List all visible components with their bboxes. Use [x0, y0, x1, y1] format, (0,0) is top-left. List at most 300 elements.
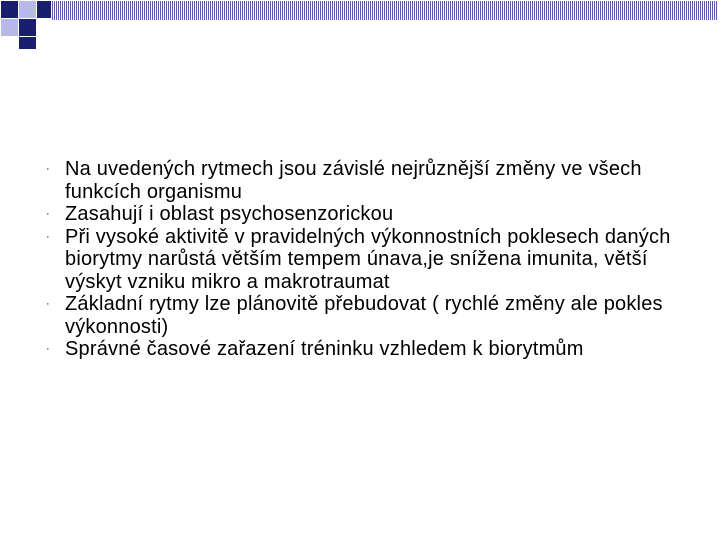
rule-stripe	[302, 1, 303, 20]
rule-stripe	[594, 1, 595, 20]
rule-stripe	[340, 1, 341, 20]
bullet-icon: ·	[46, 343, 50, 355]
rule-stripe	[426, 1, 427, 20]
rule-stripe	[162, 1, 163, 20]
rule-stripe	[346, 1, 347, 20]
rule-stripe	[96, 1, 97, 20]
rule-stripe	[156, 1, 157, 20]
rule-stripe	[518, 1, 519, 20]
rule-stripe	[166, 1, 167, 20]
rule-stripe	[362, 1, 363, 20]
rule-stripe	[522, 1, 523, 20]
rule-stripe	[656, 1, 657, 20]
rule-stripe	[254, 1, 255, 20]
rule-stripe	[456, 1, 457, 20]
rule-stripe	[280, 1, 281, 20]
rule-stripe	[684, 1, 685, 20]
rule-stripe	[202, 1, 203, 20]
rule-stripe	[618, 1, 619, 20]
rule-stripe	[150, 1, 151, 20]
rule-stripe	[566, 1, 567, 20]
rule-stripe	[282, 1, 283, 20]
corner-square	[1, 19, 18, 36]
rule-stripe	[100, 1, 101, 20]
rule-stripe	[482, 1, 483, 20]
rule-stripe	[144, 1, 145, 20]
rule-stripe	[370, 1, 371, 20]
rule-stripe	[476, 1, 477, 20]
rule-stripe	[332, 1, 333, 20]
rule-stripe	[180, 1, 181, 20]
rule-stripe	[564, 1, 565, 20]
rule-stripe	[72, 1, 73, 20]
rule-stripe	[148, 1, 149, 20]
rule-stripe	[712, 1, 713, 20]
rule-stripe	[434, 1, 435, 20]
top-decorative-rule	[52, 1, 720, 20]
rule-stripe	[372, 1, 373, 20]
rule-stripe	[580, 1, 581, 20]
rule-stripe	[636, 1, 637, 20]
rule-stripe	[138, 1, 139, 20]
rule-stripe	[708, 1, 709, 20]
list-item	[46, 226, 696, 294]
rule-stripe	[406, 1, 407, 20]
rule-stripe	[534, 1, 535, 20]
rule-stripe	[136, 1, 137, 20]
rule-stripe	[688, 1, 689, 20]
rule-stripe	[700, 1, 701, 20]
rule-stripe	[314, 1, 315, 20]
rule-stripe	[508, 1, 509, 20]
rule-stripe	[682, 1, 683, 20]
rule-stripe	[204, 1, 205, 20]
rule-stripe	[588, 1, 589, 20]
rule-stripe	[114, 1, 115, 20]
rule-stripe	[454, 1, 455, 20]
rule-stripe	[678, 1, 679, 20]
rule-stripe	[178, 1, 179, 20]
rule-stripe	[586, 1, 587, 20]
rule-stripe	[494, 1, 495, 20]
rule-stripe	[568, 1, 569, 20]
rule-stripe	[630, 1, 631, 20]
rule-stripe	[432, 1, 433, 20]
rule-stripe	[686, 1, 687, 20]
rule-stripe	[514, 1, 515, 20]
rule-stripe	[270, 1, 271, 20]
rule-stripe	[380, 1, 381, 20]
rule-stripe	[620, 1, 621, 20]
rule-stripe	[396, 1, 397, 20]
rule-stripe	[558, 1, 559, 20]
rule-stripe	[126, 1, 127, 20]
rule-stripe	[288, 1, 289, 20]
list-item	[46, 158, 696, 203]
rule-stripe	[602, 1, 603, 20]
rule-stripe	[176, 1, 177, 20]
rule-stripe	[392, 1, 393, 20]
rule-stripe	[484, 1, 485, 20]
rule-stripe	[626, 1, 627, 20]
rule-stripe	[584, 1, 585, 20]
rule-stripe	[664, 1, 665, 20]
rule-stripe	[570, 1, 571, 20]
rule-stripe	[520, 1, 521, 20]
rule-stripe	[184, 1, 185, 20]
rule-stripe	[368, 1, 369, 20]
rule-stripe	[496, 1, 497, 20]
rule-stripe	[540, 1, 541, 20]
rule-stripe	[130, 1, 131, 20]
rule-stripe	[212, 1, 213, 20]
rule-stripe	[650, 1, 651, 20]
rule-stripe	[438, 1, 439, 20]
rule-stripe	[612, 1, 613, 20]
corner-square	[19, 1, 36, 18]
rule-stripe	[252, 1, 253, 20]
rule-stripe	[84, 1, 85, 20]
rule-stripe	[644, 1, 645, 20]
rule-stripe	[348, 1, 349, 20]
corner-square	[19, 37, 36, 49]
rule-stripe	[260, 1, 261, 20]
rule-stripe	[598, 1, 599, 20]
rule-stripe	[142, 1, 143, 20]
rule-stripe	[354, 1, 355, 20]
rule-stripe	[306, 1, 307, 20]
rule-stripe	[216, 1, 217, 20]
rule-stripe	[366, 1, 367, 20]
rule-stripe	[194, 1, 195, 20]
rule-stripe	[88, 1, 89, 20]
rule-stripe	[528, 1, 529, 20]
rule-stripe	[62, 1, 63, 20]
rule-stripe	[646, 1, 647, 20]
rule-stripe	[680, 1, 681, 20]
rule-stripe	[642, 1, 643, 20]
rule-stripe	[546, 1, 547, 20]
rule-stripe	[154, 1, 155, 20]
rule-stripe	[146, 1, 147, 20]
rule-stripe	[692, 1, 693, 20]
rule-stripe	[488, 1, 489, 20]
rule-stripe	[278, 1, 279, 20]
rule-stripe	[250, 1, 251, 20]
rule-stripe	[224, 1, 225, 20]
bullet-icon: ·	[46, 163, 50, 175]
rule-stripe	[666, 1, 667, 20]
corner-square	[19, 19, 36, 36]
rule-stripe	[358, 1, 359, 20]
rule-stripe	[516, 1, 517, 20]
rule-stripe	[378, 1, 379, 20]
rule-stripe	[550, 1, 551, 20]
rule-stripe	[326, 1, 327, 20]
rule-stripe	[190, 1, 191, 20]
rule-stripe	[286, 1, 287, 20]
rule-stripe	[296, 1, 297, 20]
rule-stripe	[266, 1, 267, 20]
rule-stripe	[110, 1, 111, 20]
list-item	[46, 338, 696, 361]
bullet-list	[46, 158, 696, 361]
rule-stripe	[268, 1, 269, 20]
rule-stripe	[552, 1, 553, 20]
rule-stripe	[616, 1, 617, 20]
bullet-text: Základní rytmy lze plánovitě přebudovat ( rychlé změny ale pokles výkonnosti)	[65, 293, 663, 338]
rule-stripe	[676, 1, 677, 20]
rule-stripe	[464, 1, 465, 20]
rule-stripe	[258, 1, 259, 20]
rule-stripe	[608, 1, 609, 20]
rule-stripe	[638, 1, 639, 20]
rule-stripe	[342, 1, 343, 20]
rule-stripe	[462, 1, 463, 20]
rule-stripe	[674, 1, 675, 20]
rule-stripe	[398, 1, 399, 20]
rule-stripe	[628, 1, 629, 20]
rule-stripe	[86, 1, 87, 20]
rule-stripe	[324, 1, 325, 20]
rule-stripe	[298, 1, 299, 20]
rule-stripe	[198, 1, 199, 20]
rule-stripe	[208, 1, 209, 20]
rule-stripe	[60, 1, 61, 20]
list-item	[46, 203, 696, 226]
bullet-icon: ·	[46, 298, 50, 310]
rule-stripe	[386, 1, 387, 20]
rule-stripe	[118, 1, 119, 20]
rule-stripe	[272, 1, 273, 20]
rule-stripe	[320, 1, 321, 20]
rule-stripe	[662, 1, 663, 20]
rule-stripe	[334, 1, 335, 20]
rule-stripe	[172, 1, 173, 20]
rule-stripe	[140, 1, 141, 20]
rule-stripe	[122, 1, 123, 20]
rule-stripe	[648, 1, 649, 20]
rule-stripe	[498, 1, 499, 20]
rule-stripe	[716, 1, 717, 20]
rule-stripe	[416, 1, 417, 20]
rule-stripe	[182, 1, 183, 20]
rule-stripe	[408, 1, 409, 20]
rule-stripe	[596, 1, 597, 20]
rule-stripe	[242, 1, 243, 20]
rule-stripe	[492, 1, 493, 20]
rule-stripe	[420, 1, 421, 20]
rule-stripe	[58, 1, 59, 20]
rule-stripe	[440, 1, 441, 20]
rule-stripe	[132, 1, 133, 20]
bullet-text: Při vysoké aktivitě v pravidelných výkonnostních poklesech daných biorytmy narůstá větším tempem únava,je snížena imunita, větší výskyt vzniku mikro a makrotraumat	[65, 225, 671, 293]
rule-stripe	[196, 1, 197, 20]
rule-stripe	[74, 1, 75, 20]
rule-stripe	[592, 1, 593, 20]
rule-stripe	[400, 1, 401, 20]
rule-stripe	[404, 1, 405, 20]
rule-stripe	[240, 1, 241, 20]
rule-stripe	[64, 1, 65, 20]
rule-stripe	[452, 1, 453, 20]
rule-stripe	[214, 1, 215, 20]
rule-stripe	[472, 1, 473, 20]
rule-stripe	[574, 1, 575, 20]
rule-stripe	[158, 1, 159, 20]
rule-stripe	[654, 1, 655, 20]
rule-stripe	[444, 1, 445, 20]
rule-stripe	[356, 1, 357, 20]
rule-stripe	[264, 1, 265, 20]
bullet-text: Správné časové zařazení tréninku vzhledem k biorytmům	[65, 338, 584, 360]
rule-stripe	[104, 1, 105, 20]
rule-stripe	[554, 1, 555, 20]
rule-stripe	[660, 1, 661, 20]
bullet-icon: ·	[46, 230, 50, 243]
rule-stripe	[262, 1, 263, 20]
rule-stripe	[164, 1, 165, 20]
rule-stripe	[714, 1, 715, 20]
rule-stripe	[376, 1, 377, 20]
rule-stripe	[538, 1, 539, 20]
rule-stripe	[448, 1, 449, 20]
rule-stripe	[414, 1, 415, 20]
rule-stripe	[238, 1, 239, 20]
rule-stripe	[576, 1, 577, 20]
rule-stripe	[66, 1, 67, 20]
rule-stripe	[388, 1, 389, 20]
rule-stripe	[236, 1, 237, 20]
rule-stripe	[290, 1, 291, 20]
rule-stripe	[106, 1, 107, 20]
rule-stripe	[468, 1, 469, 20]
rule-stripe	[606, 1, 607, 20]
rule-stripe	[344, 1, 345, 20]
rule-stripe	[394, 1, 395, 20]
rule-stripe	[336, 1, 337, 20]
rule-stripe	[622, 1, 623, 20]
rule-stripe	[610, 1, 611, 20]
rule-stripe	[672, 1, 673, 20]
rule-stripe	[152, 1, 153, 20]
rule-stripe	[704, 1, 705, 20]
rule-stripe	[274, 1, 275, 20]
rule-stripe	[128, 1, 129, 20]
rule-stripe	[624, 1, 625, 20]
rule-stripe	[200, 1, 201, 20]
rule-stripe	[390, 1, 391, 20]
rule-stripe	[698, 1, 699, 20]
rule-stripe	[92, 1, 93, 20]
rule-stripe	[490, 1, 491, 20]
rule-stripe	[284, 1, 285, 20]
rule-stripe	[76, 1, 77, 20]
rule-stripe	[504, 1, 505, 20]
rule-stripe	[578, 1, 579, 20]
rule-stripe	[460, 1, 461, 20]
rule-stripe	[124, 1, 125, 20]
rule-stripe	[446, 1, 447, 20]
rule-stripe	[450, 1, 451, 20]
rule-stripe	[80, 1, 81, 20]
rule-stripe	[658, 1, 659, 20]
rule-stripe	[478, 1, 479, 20]
rule-stripe	[582, 1, 583, 20]
rule-stripe	[524, 1, 525, 20]
rule-stripe	[328, 1, 329, 20]
rule-stripe	[294, 1, 295, 20]
rule-stripe	[458, 1, 459, 20]
rule-stripe	[430, 1, 431, 20]
rule-stripe	[480, 1, 481, 20]
rule-stripe	[234, 1, 235, 20]
rule-stripe	[542, 1, 543, 20]
rule-stripe	[670, 1, 671, 20]
bullet-text: Na uvedených rytmech jsou závislé nejrůznější změny ve všech funkcích organismu	[65, 158, 642, 203]
rule-stripe	[382, 1, 383, 20]
rule-stripe	[428, 1, 429, 20]
rule-stripe	[52, 1, 53, 20]
rule-stripe	[322, 1, 323, 20]
rule-stripe	[486, 1, 487, 20]
rule-stripe	[634, 1, 635, 20]
rule-stripe	[82, 1, 83, 20]
rule-stripe	[300, 1, 301, 20]
corner-square	[37, 1, 51, 18]
rule-stripe	[572, 1, 573, 20]
rule-stripe	[98, 1, 99, 20]
rule-stripe	[192, 1, 193, 20]
rule-stripe	[170, 1, 171, 20]
rule-stripe	[248, 1, 249, 20]
rule-stripe	[690, 1, 691, 20]
rule-stripe	[210, 1, 211, 20]
rule-stripe	[232, 1, 233, 20]
rule-stripe	[418, 1, 419, 20]
rule-stripe	[530, 1, 531, 20]
rule-stripe	[78, 1, 79, 20]
rule-stripe	[466, 1, 467, 20]
rule-stripe	[108, 1, 109, 20]
rule-stripe	[536, 1, 537, 20]
rule-stripe	[292, 1, 293, 20]
rule-stripe	[702, 1, 703, 20]
rule-stripe	[316, 1, 317, 20]
rule-stripe	[222, 1, 223, 20]
rule-stripe	[54, 1, 55, 20]
rule-stripe	[160, 1, 161, 20]
rule-stripe	[640, 1, 641, 20]
rule-stripe	[134, 1, 135, 20]
bullet-text: Zasahují i oblast psychosenzorickou	[65, 203, 394, 225]
rule-stripe	[304, 1, 305, 20]
rule-stripe	[116, 1, 117, 20]
rule-stripe	[206, 1, 207, 20]
rule-stripe	[706, 1, 707, 20]
rule-stripe	[90, 1, 91, 20]
rule-stripe	[590, 1, 591, 20]
rule-stripe	[338, 1, 339, 20]
rule-stripe	[632, 1, 633, 20]
rule-stripe	[710, 1, 711, 20]
rule-stripe	[230, 1, 231, 20]
rule-stripe	[668, 1, 669, 20]
rule-stripe	[652, 1, 653, 20]
rule-stripe	[228, 1, 229, 20]
rule-stripe	[510, 1, 511, 20]
rule-stripe	[512, 1, 513, 20]
